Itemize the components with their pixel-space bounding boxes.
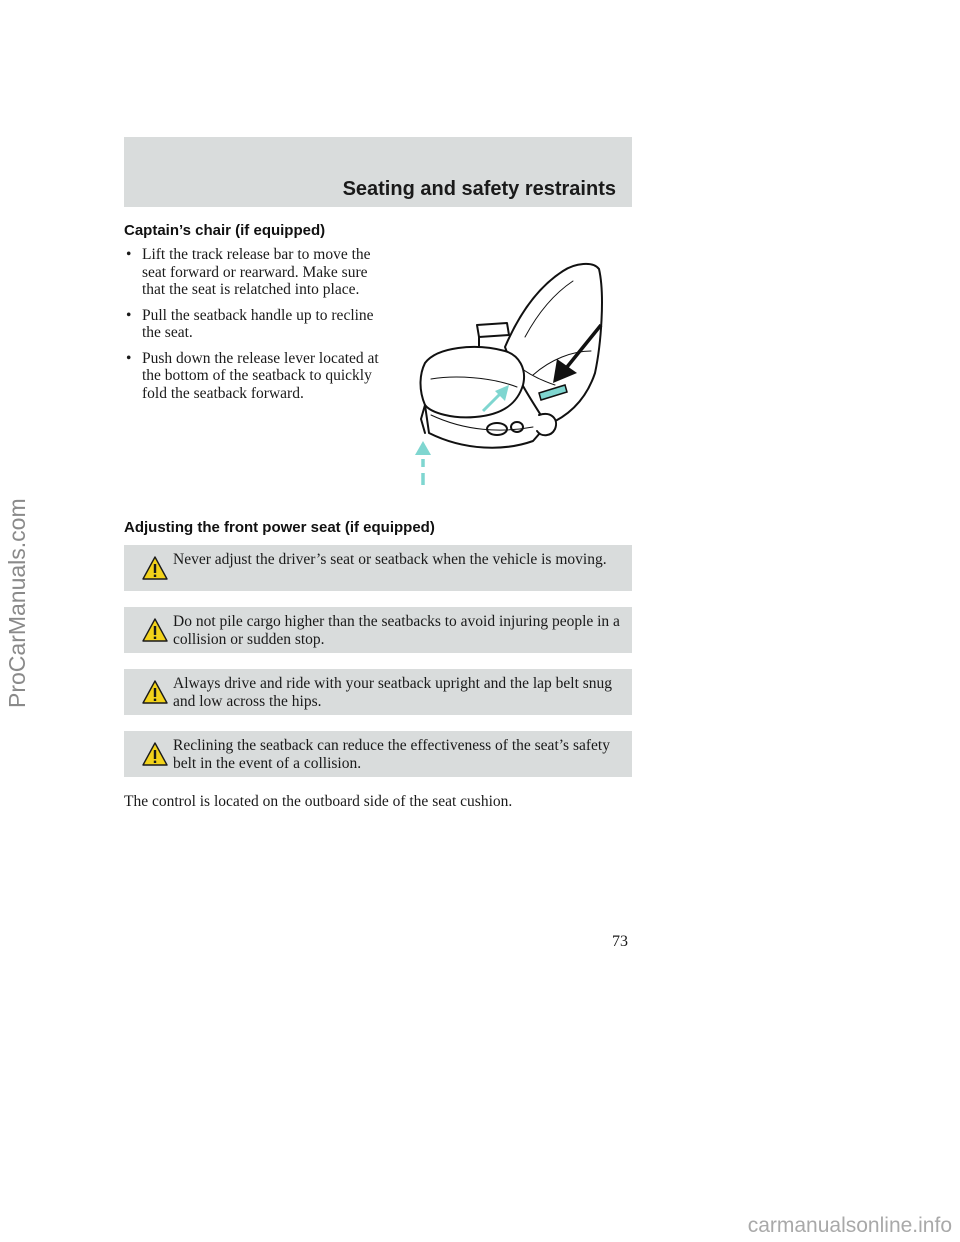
- warning-text: Do not pile cargo higher than the seatbacks to avoid injuring people in a collision or sudden stop.: [173, 613, 620, 648]
- warning-box: [124, 731, 632, 777]
- section-header-band: [124, 137, 632, 207]
- warning-box: [124, 607, 632, 653]
- warning-box: [124, 545, 632, 591]
- warning-triangle-icon: [141, 679, 169, 705]
- bullet-text: Push down the release lever located at the bottom of the seatback to quickly fold the seatback forward.: [142, 349, 379, 402]
- bullet-text: Lift the track release bar to move the seat forward or rearward. Make sure that the seat is relatched into place.: [142, 246, 371, 298]
- watermark: ProCarManuals.com: [4, 498, 30, 708]
- warning-triangle-icon: [141, 555, 169, 581]
- power-seat-heading: Adjusting the front power seat (if equipped): [124, 519, 435, 536]
- bullet-text: Pull the seatback handle up to recline the seat.: [142, 306, 374, 341]
- warning-text: Never adjust the driver’s seat or seatback when the vehicle is moving.: [173, 551, 607, 568]
- captains-chair-bullet-list: [124, 246, 386, 410]
- bullet-mark: •: [126, 306, 132, 324]
- page-number: 73: [612, 933, 628, 950]
- footer-url: carmanualsonline.info: [747, 1214, 952, 1237]
- list-item: [124, 350, 386, 403]
- warning-box: [124, 669, 632, 715]
- section-title: Seating and safety restraints: [342, 178, 616, 200]
- warning-triangle-icon: [141, 617, 169, 643]
- captains-chair-illustration: [405, 255, 625, 495]
- list-item: [124, 246, 386, 299]
- captains-chair-heading: Captain’s chair (if equipped): [124, 222, 326, 239]
- bullet-mark: •: [126, 246, 132, 263]
- warning-triangle-icon: [141, 741, 169, 767]
- control-location-text: The control is located on the outboard side of the seat cushion.: [124, 793, 513, 810]
- warning-text: Always drive and ride with your seatback upright and the lap belt snug and low across the hips.: [173, 675, 613, 710]
- warning-text: Reclining the seatback can reduce the effectiveness of the seat’s safety belt in the event of a collision.: [173, 737, 610, 772]
- bullet-mark: •: [126, 349, 132, 367]
- list-item: [124, 307, 386, 342]
